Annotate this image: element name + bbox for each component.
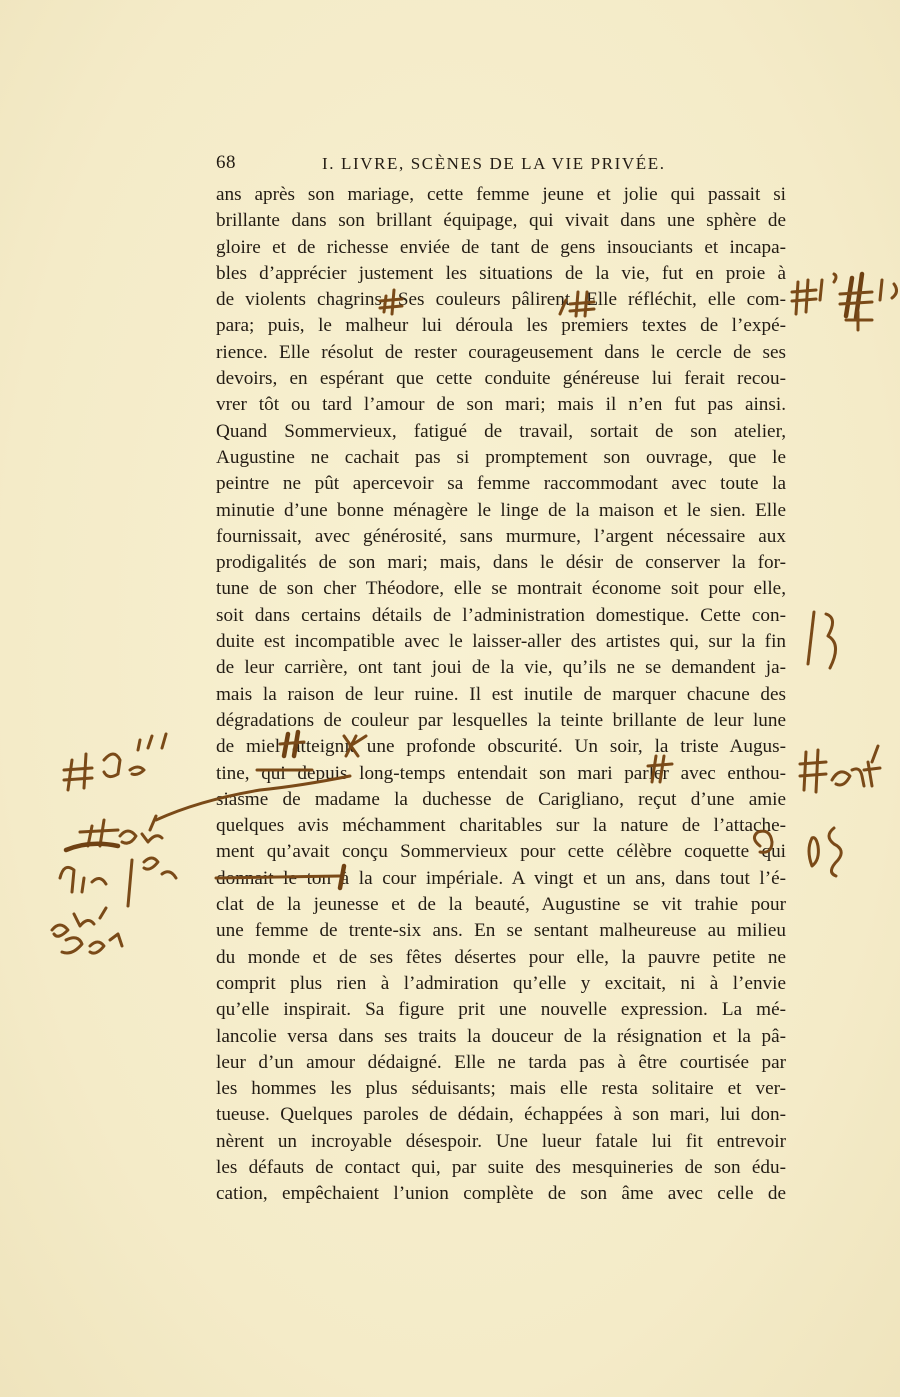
text-line: fournissait, avec générosité, sans murmure, l’argent nécessaire aux (216, 525, 786, 547)
text-line: clat de la jeunesse et de la beauté, Augustine se vit trahie pour (216, 894, 786, 916)
text-line: tueuse. Quelques paroles de dédain, échappées à son mari, lui don- (216, 1104, 786, 1126)
text-line: dégradations de couleur par lesquelles la teinte brillante de leur lune (216, 709, 786, 731)
text-line: ment qu’avait conçu Sommervieux pour cette célèbre coquette qui (216, 841, 786, 863)
text-line: donnait le ton à la cour impériale. A vingt et un ans, dans tout l’é- (216, 867, 786, 889)
text-line: minutie d’une bonne ménagère le linge de la maison et le sien. Elle (216, 499, 786, 521)
text-line: prodigalités de son mari; mais, dans le désir de conserver la for- (216, 552, 786, 574)
text-line: peintre ne pût apercevoir sa femme raccommodant avec toute la (216, 473, 786, 495)
text-line: Quand Sommervieux, fatigué de travail, sortait de son atelier, (216, 420, 786, 442)
text-line: brillante dans son brillant équipage, qui vivait dans une sphère de (216, 210, 786, 232)
text-line: les défauts de contact qui, par suite des mesquineries de son édu- (216, 1156, 786, 1178)
text-line: ans après son mariage, cette femme jeune et jolie qui passait si (216, 184, 786, 205)
text-line: lancolie versa dans ses traits la douceur de la résignation et la pâ- (216, 1025, 786, 1047)
text-line: duite est incompatible avec le laisser-aller des artistes qui, sur la fin (216, 631, 786, 653)
text-line: les hommes les plus séduisants; mais elle resta solitaire et ver- (216, 1078, 786, 1100)
margin-note-right-4 (809, 828, 841, 876)
text-line: nèrent un incroyable désespoir. Une lueur fatale lui fit entrevoir (216, 1130, 786, 1152)
text-line: tune de son cher Théodore, elle se montrait économe soit pour elle, (216, 578, 786, 600)
text-line: vrer tôt ou tard l’amour de son mari; mais il n’en fut pas ainsi. (216, 394, 786, 416)
text-line: para; puis, le malheur lui déroula les premiers textes de l’expé- (216, 315, 786, 337)
text-line: Augustine ne cachait pas si promptement son ouvrage, que le (216, 446, 786, 468)
text-line: rience. Elle résolut de rester courageusement dans le cercle de ses (216, 341, 786, 363)
text-line: quelques avis méchamment charitables sur la nature de l’attache- (216, 815, 786, 837)
text-line: cation, empêchaient l’union complète de son âme avec celle de (216, 1183, 786, 1205)
running-head: I. LIVRE, SCÈNES DE LA VIE PRIVÉE. (322, 154, 666, 173)
margin-note-left-1 (64, 734, 166, 790)
margin-note-right-1 (792, 274, 897, 330)
text-line: comprit plus rien à l’admiration qu’elle y excitait, ni à l’envie (216, 972, 786, 994)
text-line: qu’elle inspirait. Sa figure prit une nouvelle expression. La mé- (216, 999, 786, 1021)
text-line: bles d’apprécier justement les situations de la vie, fut en proie à (216, 262, 786, 284)
text-line: de violents chagrins. Ses couleurs pâlirent. Elle réfléchit, elle com- (216, 289, 786, 311)
margin-note-left-2 (52, 816, 176, 953)
text-line: leur d’un amour dédaigné. Elle ne tarda pas à être courtisée par (216, 1051, 786, 1073)
page-header (216, 152, 786, 178)
page-number: 68 (216, 152, 236, 173)
body-text (216, 182, 786, 1208)
text-line: mais la raison de leur ruine. Il est inutile de marquer chacune des (216, 683, 786, 705)
text-line: de leur carrière, ont tant joui de la vie, qu’ils ne se demandent ja- (216, 657, 786, 679)
text-line: siasme de madame la duchesse de Carigliano, reçut d’une amie (216, 788, 786, 810)
text-line: devoirs, en espérant que cette conduite généreuse lui ferait recou- (216, 368, 786, 390)
text-line: soit dans certains détails de l’administration domestique. Cette con- (216, 604, 786, 626)
text-line: du monde et de ses fêtes désertes pour elle, la pauvre petite ne (216, 946, 786, 968)
margin-note-right-2 (808, 612, 836, 668)
text-line: gloire et de richesse enviée de tant de gens insouciants et incapa- (216, 236, 786, 258)
text-line: tine, qui depuis long-temps entendait son mari parler avec enthou- (216, 762, 786, 784)
margin-note-right-3 (800, 746, 880, 792)
text-line: une femme de trente-six ans. En se sentant malheureuse au milieu (216, 920, 786, 942)
text-line: de miel atteignit une profonde obscurité. Un soir, la triste Augus- (216, 736, 786, 758)
